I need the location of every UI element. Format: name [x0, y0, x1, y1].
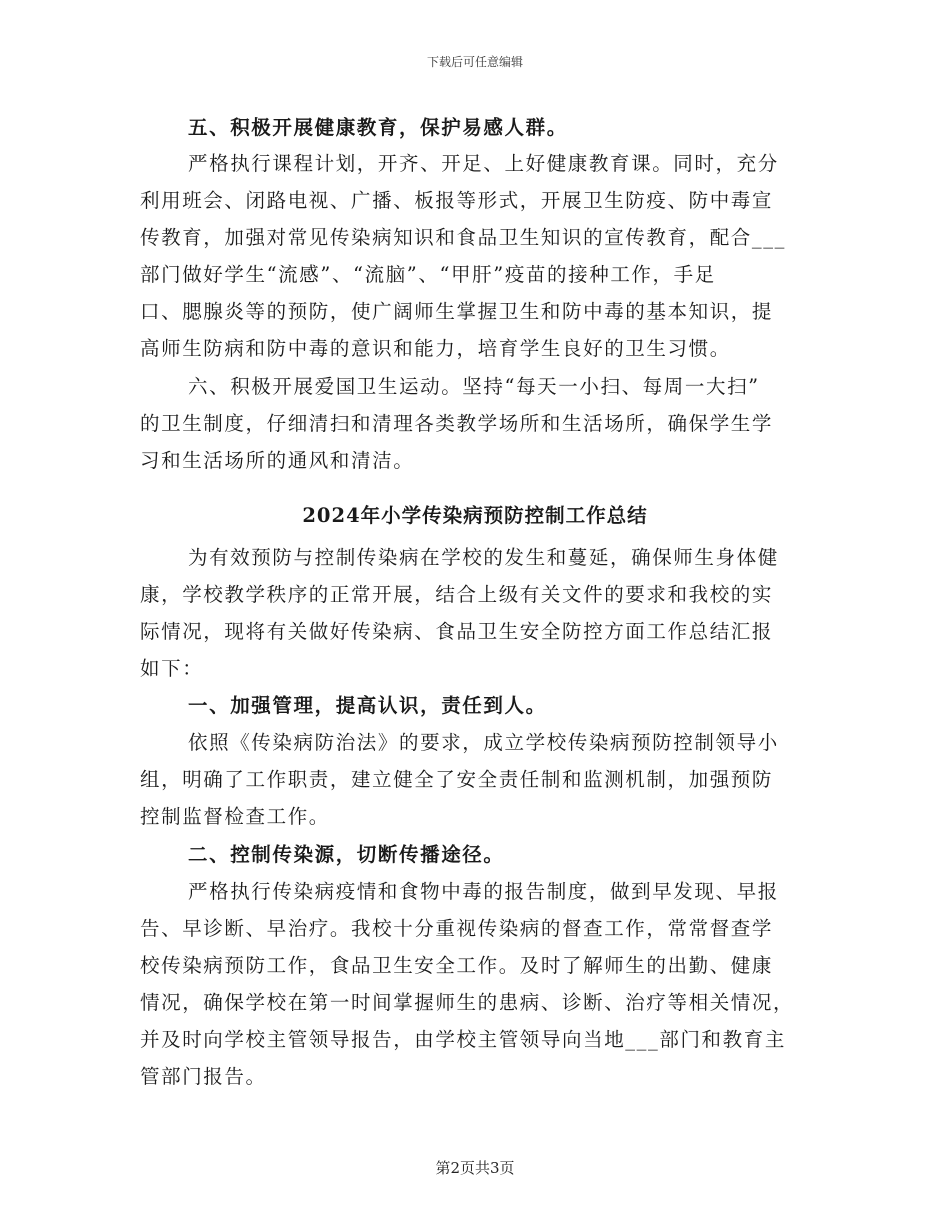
page-footer: 第2页共3页 [435, 1159, 515, 1177]
intro-line-1: 为有效预防与控制传染病在学校的发生和蔓延，确保师生身体健 [188, 546, 779, 569]
part2-line-3: 校传染病预防工作，食品卫生安全工作。及时了解师生的出勤、健康 [140, 954, 774, 977]
section5-line-6: 高师生防病和防中毒的意识和能力，培育学生良好的卫生习惯。 [140, 337, 731, 360]
section6-line-1: 六、积极开展爱国卫生运动。坚持“每天一小扫、每周一大扫” [188, 375, 760, 398]
part1-line-1: 依照《传染病防治法》的要求，成立学校传染病预防控制领导小 [188, 731, 779, 754]
part2-line-6: 管部门报告。 [140, 1065, 267, 1088]
section5-line-5: 口、腮腺炎等的预防，使广阔师生掌握卫生和防中毒的基本知识，提 [140, 300, 774, 323]
intro-line-3: 际情况，现将有关做好传染病、食品卫生安全防控方面工作总结汇报 [140, 620, 774, 643]
part1-line-2: 组，明确了工作职责，建立健全了安全责任制和监测机制，加强预防 [140, 768, 774, 791]
section5-heading: 五、积极开展健康教育，保护易感人群。 [188, 116, 568, 139]
part2-line-5: 并及时向学校主管领导报告，由学校主管领导向当地___部门和教育主 [140, 1028, 786, 1051]
part2-line-2: 告、早诊断、早治疗。我校十分重视传染病的督查工作，常常督查学 [140, 917, 774, 940]
section6-line-3: 习和生活场所的通风和清洁。 [140, 449, 415, 472]
page-header: 下载后可任意编辑 [426, 55, 523, 69]
document-title: 2024年小学传染病预防控制工作总结 [302, 504, 648, 527]
intro-line-2: 康，学校教学秩序的正常开展，结合上级有关文件的要求和我校的实 [140, 583, 774, 606]
part1-heading: 一、加强管理，提高认识，责任到人。 [188, 694, 547, 717]
intro-line-4: 如下： [140, 657, 204, 680]
part1-line-3: 控制监督检查工作。 [140, 805, 330, 828]
section5-line-2: 利用班会、闭路电视、广播、板报等形式，开展卫生防疫、防中毒宣 [140, 189, 774, 212]
section5-line-1: 严格执行课程计划，开齐、开足、上好健康教育课。同时，充分 [188, 152, 779, 175]
section5-line-4: 部门做好学生“流感”、“流脑”、“甲肝”疫苗的接种工作，手足 [140, 263, 716, 286]
part2-line-4: 情况，确保学校在第一时间掌握师生的患病、诊断、治疗等相关情况， [140, 991, 795, 1014]
section6-line-2: 的卫生制度，仔细清扫和清理各类教学场所和生活场所，确保学生学 [140, 412, 774, 435]
part2-line-1: 严格执行传染病疫情和食物中毒的报告制度，做到早发现、早报 [188, 880, 779, 903]
section5-line-3: 传教育，加强对常见传染病知识和食品卫生知识的宣传教育，配合___ [140, 226, 786, 249]
part2-heading: 二、控制传染源，切断传播途径。 [188, 843, 505, 866]
